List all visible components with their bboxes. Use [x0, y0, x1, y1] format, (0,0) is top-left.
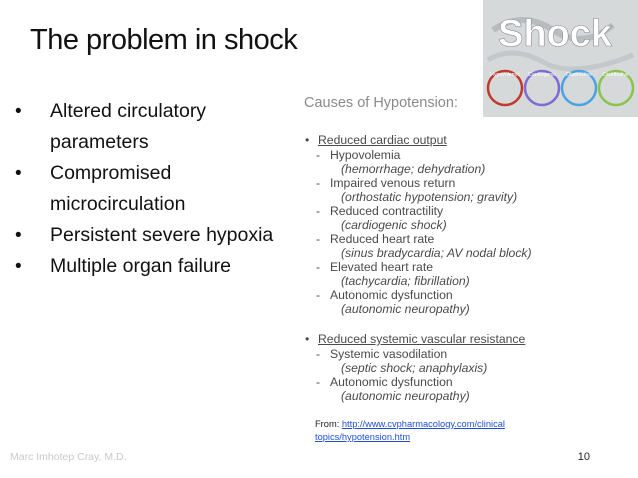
bullet-icon: • — [15, 225, 22, 246]
source-citation — [315, 418, 545, 444]
cause-item-detail: (tachycardia; fibrillation) — [341, 274, 470, 288]
cause-item — [304, 232, 554, 246]
dash-icon: - — [316, 347, 321, 361]
bullet-icon: • — [305, 332, 310, 346]
cause-item-name: Autonomic dysfunction — [330, 288, 453, 302]
slide-title: The problem in shock — [30, 24, 298, 56]
cause-item — [304, 148, 554, 162]
cause-item-name: Reduced heart rate — [330, 232, 435, 246]
cause-group-heading-text: Reduced systemic vascular resistance — [318, 332, 526, 346]
shock-ring-label: Obstructive — [565, 72, 593, 78]
page-number: 10 — [577, 451, 590, 463]
shock-illustration — [483, 0, 638, 117]
shock-ring-label: Hypovolemic — [490, 72, 520, 78]
bullet-item — [12, 251, 280, 282]
shock-illustration-svg — [483, 0, 638, 117]
cause-item — [304, 204, 554, 218]
cause-item-detail: (autonomic neuropathy) — [341, 389, 470, 403]
cause-item-detail: (septic shock; anaphylaxis) — [341, 361, 488, 375]
dash-icon: - — [316, 232, 321, 246]
cause-item — [304, 375, 554, 389]
shock-word: Shock — [497, 13, 613, 55]
dash-icon: - — [316, 176, 321, 190]
cause-item — [304, 347, 554, 361]
source-link-line1[interactable]: http://www.cvpharmacology.com/clinical — [341, 419, 505, 429]
cause-item-detail: (cardiogenic shock) — [341, 218, 447, 232]
source-link-line2[interactable]: topics/hypotension.htm — [315, 432, 411, 442]
cause-item-detail: (hemorrhage; dehydration) — [341, 162, 486, 176]
bullet-text: Multiple organ failure — [50, 255, 232, 277]
bullet-item — [12, 96, 280, 158]
cause-item-name: Impaired venous return — [330, 176, 456, 190]
bullet-icon: • — [15, 101, 22, 122]
dash-icon: - — [316, 148, 321, 162]
cause-group-heading-text: Reduced cardiac output — [318, 133, 447, 147]
cause-group — [304, 332, 554, 403]
bullet-text: Compromised microcirculation — [50, 162, 186, 215]
cause-group-heading — [304, 332, 554, 347]
cause-item-detail: (sinus bradycardia; AV nodal block) — [341, 246, 532, 260]
dash-icon: - — [316, 375, 321, 389]
causes-title: Causes of Hypotension: — [304, 95, 458, 111]
cause-group — [304, 133, 554, 316]
bullet-icon: • — [15, 256, 22, 277]
bullet-list — [12, 96, 280, 282]
causes-list — [304, 133, 554, 419]
cause-item-name: Systemic vasodilation — [330, 347, 448, 361]
dash-icon: - — [316, 204, 321, 218]
bullet-icon: • — [15, 163, 22, 184]
cause-item-name: Autonomic dysfunction — [330, 375, 453, 389]
shock-ring-label: Distributive — [603, 72, 629, 78]
bullet-item — [12, 158, 280, 220]
bullet-text: Altered circulatory parameters — [50, 100, 207, 153]
cause-item — [304, 288, 554, 302]
source-prefix: From: — [315, 419, 342, 429]
dash-icon: - — [316, 260, 321, 274]
shock-ring-label: Cardiogenic — [528, 72, 556, 78]
bullet-item — [12, 220, 280, 251]
cause-item-name: Elevated heart rate — [330, 260, 433, 274]
cause-item — [304, 176, 554, 190]
bullet-text: Persistent severe hypoxia — [50, 224, 274, 246]
bullet-icon: • — [305, 133, 310, 147]
cause-item-name: Hypovolemia — [330, 148, 401, 162]
dash-icon: - — [316, 288, 321, 302]
cause-group-heading — [304, 133, 554, 148]
cause-item-name: Reduced contractility — [330, 204, 444, 218]
cause-item-detail: (autonomic neuropathy) — [341, 302, 470, 316]
cause-item-detail: (orthostatic hypotension; gravity) — [341, 190, 518, 204]
cause-item — [304, 260, 554, 274]
footer-author: Marc Imhotep Cray, M.D. — [10, 451, 127, 463]
